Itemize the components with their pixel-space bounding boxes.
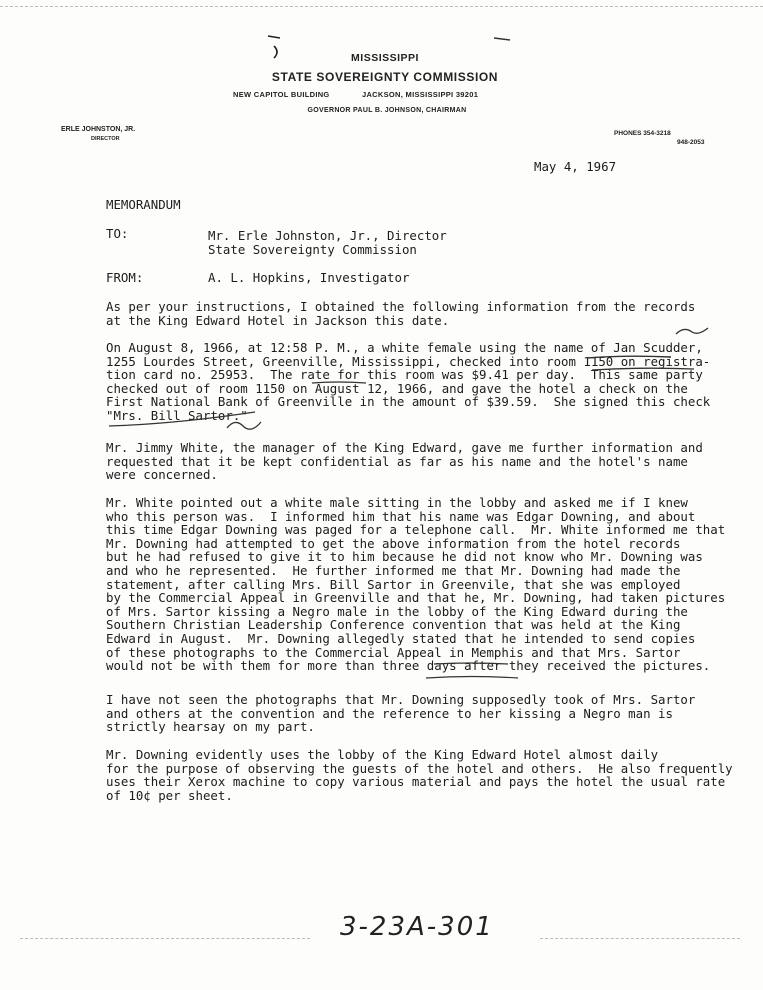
handwritten-underline-memphis	[432, 659, 512, 669]
handwritten-underline-after	[424, 673, 524, 683]
handwritten-underline-registration	[590, 365, 700, 375]
scan-edge-bottom-left	[20, 938, 310, 939]
director-name: ERLE JOHNSTON, JR.	[61, 126, 136, 133]
to-organization: State Sovereignty Commission	[208, 242, 417, 257]
body-paragraph-1: As per your instructions, I obtained the following information from the records at the King Edward Hotel in Jackson this date.	[106, 299, 696, 328]
handwritten-squiggle-sartor	[225, 416, 265, 436]
director-title: DIRECTOR	[91, 136, 120, 142]
body-paragraph-6: Mr. Downing evidently uses the lobby of the King Edward Hotel almost daily for the purpose of observing the guests of the hotel and others. He also frequently uses their Xerox machine to copy various material and pays the hotel the usual rate of 10¢ per sheet.	[106, 747, 733, 803]
letterhead-address-city: JACKSON, MISSISSIPPI 39201	[362, 90, 479, 99]
body-paragraph-2: On August 8, 1966, at 12:58 P. M., a white female using the name of Jan Scudder, 1255 Lourdes Street, Greenville, Mississippi, checked into room 1150 on registra- tion card no. 25953. The rate for this room was $9.41 per day. This same party checked out of room 1150 on August 12, 1966, and gave the hotel a check on the First National Bank of Greenville in the amount of $39.59. She signed this check "Mrs. Bill Sartor."	[106, 340, 711, 423]
scan-edge-bottom-right	[540, 938, 740, 939]
memo-date: May 4, 1967	[534, 159, 617, 174]
phones-line-2: 948-2053	[677, 139, 705, 146]
from-sender: A. L. Hopkins, Investigator	[208, 270, 410, 285]
to-label: TO:	[106, 226, 129, 241]
pen-mark-top	[262, 32, 286, 62]
body-paragraph-3: Mr. Jimmy White, the manager of the King Edward, gave me further information and requested that it be kept confidential as far as his name and the hotel's name were concerned.	[106, 440, 703, 483]
letterhead-address-building: NEW CAPITOL BUILDING	[233, 90, 330, 99]
handwritten-document-number: 3-23A-301	[340, 912, 494, 942]
phones-line-1: PHONES 354-3218	[614, 130, 671, 137]
letterhead-governor: GOVERNOR PAUL B. JOHNSON, CHAIRMAN	[307, 107, 467, 114]
to-recipient: Mr. Erle Johnston, Jr., Director	[208, 228, 447, 243]
handwritten-underline-rate	[310, 378, 370, 388]
handwritten-underline-scudder	[585, 352, 675, 364]
memo-heading: MEMORANDUM	[106, 197, 181, 212]
letterhead-state: MISSISSIPPI	[351, 52, 419, 64]
letterhead-agency: STATE SOVEREIGNTY COMMISSION	[271, 70, 499, 84]
body-paragraph-4: Mr. White pointed out a white male sitting in the lobby and asked me if I knew who this person was. I informed him that his name was Edgar Downing, and about this time Edgar Downing was paged for a telephone call. Mr. White informed me that Mr. Downing had attempted to get the above information from the hotel records but he had refused to give it to him because he did not know who Mr. Downing was and who he represented. He further informed me that Mr. Downing had made the statement, after calling Mrs. Bill Sartor in Greenvile, that she was employed by the Commercial Appeal in Greenville and that he, Mr. Downing, had taken pictures of Mrs. Sartor kissing a Negro male in the lobby of the King Edward during the Southern Christian Leadership Conference convention that was held at the King Edward in August. Mr. Downing allegedly stated that he intended to send copies of these photographs to the Commercial Appeal in Memphis and that Mrs. Sartor would not be with them for more than three days after they received the pictures.	[106, 495, 726, 674]
scan-edge-top	[0, 6, 763, 7]
handwritten-check-mark	[672, 322, 712, 342]
pen-mark-top-right	[490, 32, 514, 44]
from-label: FROM:	[106, 270, 144, 285]
body-paragraph-5: I have not seen the photographs that Mr. Downing supposedly took of Mrs. Sartor and others at the convention and the reference to her kissing a Negro man is strictly hearsay on my part.	[106, 692, 696, 735]
